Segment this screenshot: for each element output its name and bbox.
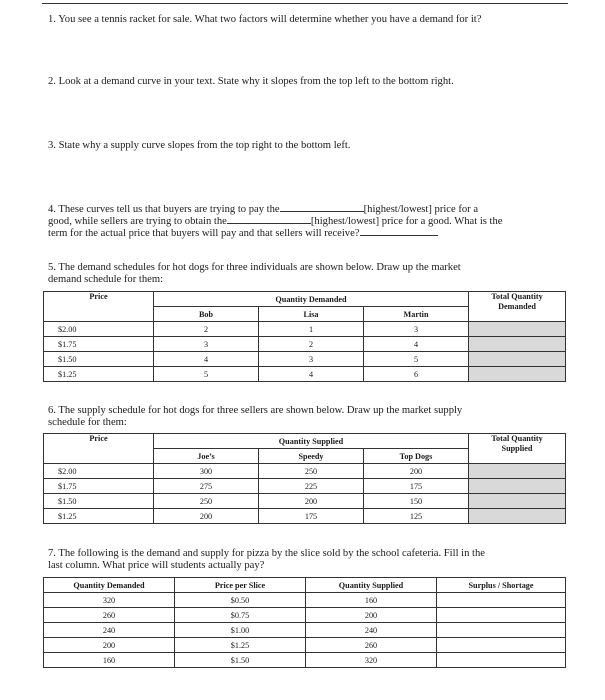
question-4-line-2: good, while sellers are trying to obtain the [highest/lowest] price for a good. What is the: [48, 216, 503, 227]
question-6-line-1: 6. The supply schedule for hot dogs for three sellers are shown below. Draw up the market supply: [48, 405, 463, 416]
question-7-line-1: 7. The following is the demand and supply for pizza by the slice sold by the school cafeteria. Fill in the: [48, 548, 485, 559]
answer-cell[interactable]: [469, 337, 566, 352]
table-row: 260 $0.75 200: [44, 608, 566, 623]
table-row: $2.00 300 250 200: [44, 464, 566, 479]
answer-cell[interactable]: [437, 623, 566, 638]
col-header-bob: Bob: [154, 307, 259, 322]
answer-blank[interactable]: [227, 214, 311, 224]
answer-cell[interactable]: [437, 608, 566, 623]
col-header-joes: Joe’s: [154, 449, 259, 464]
quantity-supplied-header: Quantity Supplied: [306, 578, 437, 593]
answer-cell[interactable]: [469, 322, 566, 337]
table-row: $1.75 275 225 175: [44, 479, 566, 494]
table-row: 160 $1.50 320: [44, 653, 566, 668]
question-1: 1. You see a tennis racket for sale. What two factors will determine whether you have a demand for it?: [48, 14, 482, 25]
answer-cell[interactable]: [469, 509, 566, 524]
col-header-speedy: Speedy: [259, 449, 364, 464]
question-7-line-2: last column. What price will students actually pay?: [48, 560, 265, 571]
top-rule: [42, 3, 568, 4]
quantity-supplied-header: Quantity Supplied: [154, 434, 469, 449]
quantity-demanded-header: Quantity Demanded: [44, 578, 175, 593]
question-4-line-3: term for the actual price that buyers will pay and that sellers will receive?: [48, 226, 438, 240]
answer-cell[interactable]: [469, 494, 566, 509]
table-row: $2.00 2 1 3: [44, 322, 566, 337]
question-5-line-1: 5. The demand schedules for hot dogs for three individuals are shown below. Draw up the market: [48, 262, 461, 273]
answer-blank[interactable]: [360, 226, 438, 236]
answer-cell[interactable]: [469, 479, 566, 494]
table-row: $1.75 3 2 4: [44, 337, 566, 352]
answer-cell[interactable]: [469, 352, 566, 367]
answer-blank[interactable]: [280, 202, 364, 212]
answer-cell[interactable]: [469, 367, 566, 382]
quantity-demanded-header: Quantity Demanded: [154, 292, 469, 307]
price-header: Price: [44, 292, 154, 307]
total-quantity-header: Total Quantity Demanded: [469, 292, 566, 322]
answer-cell[interactable]: [437, 593, 566, 608]
total-quantity-header: Total Quantity Supplied: [469, 434, 566, 464]
question-2: 2. Look at a demand curve in your text. State why it slopes from the top left to the bottom right.: [48, 76, 454, 87]
price-per-slice-header: Price per Slice: [175, 578, 306, 593]
table-row: $1.25 5 4 6: [44, 367, 566, 382]
answer-cell[interactable]: [469, 464, 566, 479]
question-3: 3. State why a supply curve slopes from the top right to the bottom left.: [48, 140, 351, 151]
table-row: 320 $0.50 160: [44, 593, 566, 608]
pizza-demand-supply-table: [43, 577, 566, 668]
question-6-line-2: schedule for them:: [48, 417, 127, 428]
price-header: Price: [44, 434, 154, 449]
table-row: $1.50 4 3 5: [44, 352, 566, 367]
supply-schedule-table: [43, 433, 566, 524]
question-4-line-1: 4. These curves tell us that buyers are trying to pay the [highest/lowest] price for a: [48, 204, 479, 215]
answer-cell[interactable]: [437, 638, 566, 653]
demand-schedule-table: [43, 291, 566, 382]
answer-cell[interactable]: [437, 653, 566, 668]
col-header-martin: Martin: [364, 307, 469, 322]
table-row: 200 $1.25 260: [44, 638, 566, 653]
table-row: $1.50 250 200 150: [44, 494, 566, 509]
col-header-lisa: Lisa: [259, 307, 364, 322]
table-row: 240 $1.00 240: [44, 623, 566, 638]
col-header-top-dogs: Top Dogs: [364, 449, 469, 464]
surplus-shortage-header: Surplus / Shortage: [437, 578, 566, 593]
table-row: $1.25 200 175 125: [44, 509, 566, 524]
question-5-line-2: demand schedule for them:: [48, 274, 164, 285]
